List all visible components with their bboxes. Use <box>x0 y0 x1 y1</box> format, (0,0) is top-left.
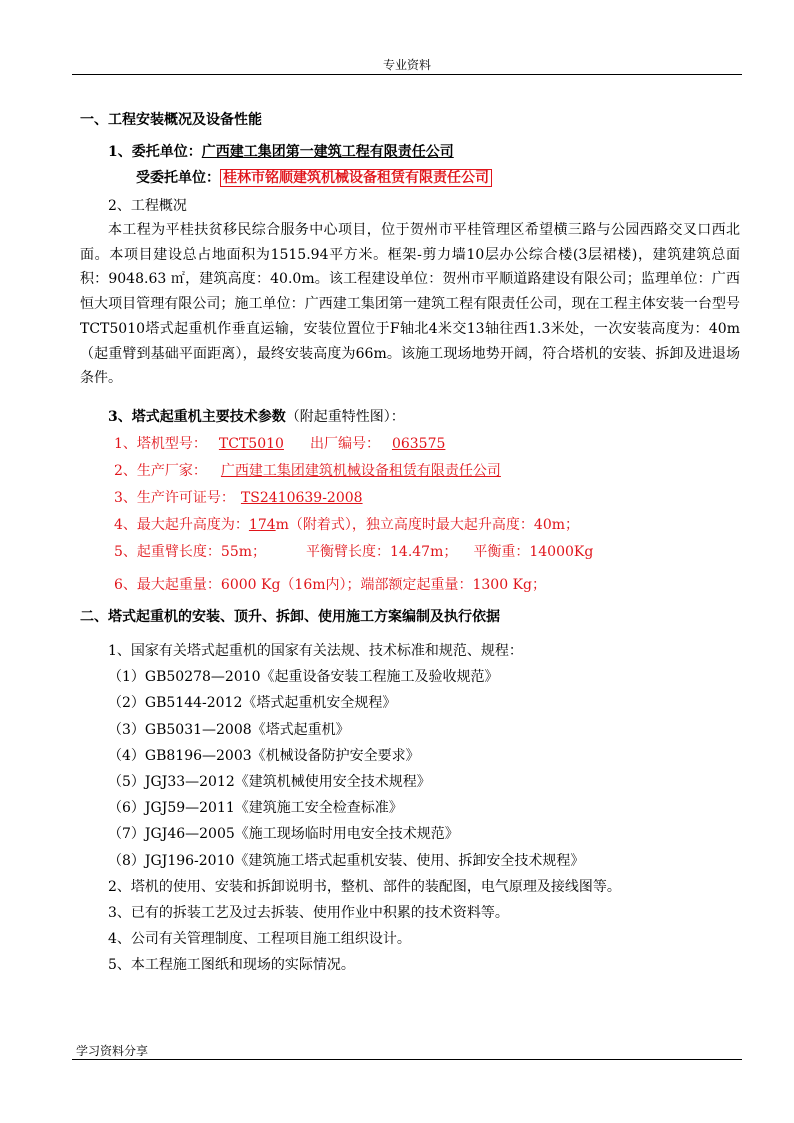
license-value: TS2410639-2008 <box>240 490 363 506</box>
client-line <box>108 142 454 162</box>
maker-value: 广西建工集团建筑机械设备租赁有限责任公司 <box>220 463 501 479</box>
license-label: 3、生产许可证号： <box>114 490 235 506</box>
list-item: 3、已有的拆装工艺及过去拆装、使用作业中积累的技术资料等。 <box>108 904 509 921</box>
client-value: 广西建工集团第一建筑工程有限责任公司 <box>201 144 454 160</box>
contractor-label: 受委托单位： <box>136 170 220 186</box>
params-title: 3、塔式起重机主要技术参数 <box>108 409 286 425</box>
list-item: 2、塔机的使用、安装和拆卸说明书，整机、部件的装配图，电气原理及接线图等。 <box>108 878 621 895</box>
param-load-line: 6、最大起重量：6000 Kg（16m内）；端部额定起重量：1300 Kg； <box>114 577 546 593</box>
param-height-line <box>114 515 579 535</box>
height-label: 4、最大起升高度为： <box>114 517 249 533</box>
height-rest: m（附着式），独立高度时最大起升高度：40m； <box>275 517 580 533</box>
serial-label: 出厂编号： <box>309 436 380 452</box>
boom-length: 5、起重臂长度：55m； <box>114 544 266 560</box>
list-item: 5、本工程施工图纸和现场的实际情况。 <box>108 957 355 974</box>
section-2-title: 二、塔式起重机的安装、顶升、拆卸、使用施工方案编制及执行依据 <box>80 609 500 625</box>
maker-label: 2、生产厂家： <box>114 463 207 479</box>
footer-divider <box>72 1059 742 1060</box>
list-item: （1）GB50278—2010《起重设备安装工程施工及验收规范》 <box>108 669 499 686</box>
model-value: TCT5010 <box>218 436 284 452</box>
serial-value: 063575 <box>391 436 446 452</box>
contractor-value: 桂林市铭顺建筑机械设备租赁有限责任公司 <box>220 169 492 187</box>
params-title-line <box>108 407 405 427</box>
list-item: （7）JGJ46—2005《施工现场临时用电安全技术规范》 <box>108 826 459 843</box>
contractor-line <box>136 168 492 188</box>
list-item: （4）GB8196—2003《机械设备防护安全要求》 <box>108 747 420 764</box>
section-1-title: 一、工程安装概况及设备性能 <box>80 112 262 128</box>
param-maker-line <box>114 461 515 481</box>
overview-title: 2、工程概况 <box>108 198 187 214</box>
height-value: 174 <box>248 517 276 533</box>
list-item: （8）JGJ196-2010《建筑施工塔式起重机安装、使用、拆卸安全技术规程》 <box>108 852 585 869</box>
list-item: 4、公司有关管理制度、工程项目施工组织设计。 <box>108 931 411 948</box>
list-item: （6）JGJ59—2011《建筑施工安全检查标准》 <box>108 800 403 817</box>
list-item: 1、国家有关塔式起重机的国家有关法规、技术标准和规范、规程： <box>108 643 523 659</box>
counter-arm-length: 平衡臂长度：14.47m； <box>306 544 458 560</box>
list-item: （2）GB5144-2012《塔式起重机安全规程》 <box>108 695 397 712</box>
client-label: 1、委托单位： <box>108 144 202 160</box>
list-item: （3）GB5031—2008《塔式起重机》 <box>108 721 350 738</box>
page-footer: 学习资料分享 <box>76 1044 149 1058</box>
counterweight: 平衡重：14000Kg <box>473 544 594 560</box>
model-label: 1、塔机型号： <box>114 436 207 452</box>
header-divider <box>72 74 742 75</box>
param-license-line <box>114 488 369 508</box>
page-header: 专业资料 <box>382 58 431 72</box>
param-model-line <box>114 434 457 454</box>
params-note: （附起重特性图）： <box>285 409 405 425</box>
list-item: （5）JGJ33—2012《建筑机械使用安全技术规程》 <box>108 773 431 790</box>
param-boom-line <box>114 542 593 562</box>
overview-paragraph: 本工程为平桂扶贫移民综合服务中心项目，位于贺州市平桂管理区希望横三路与公园西路交叉口西北面。本项目建设总占地面积为1515.94平方米。框架-剪力墙10层办公综合楼(3层裙楼)，建筑建筑总面积：9048.63 ㎡，建筑高度：40.0m。该工程建设单位：贺州市平顺道路建设有限公司；监理单位：广西恒大项目管理有限公司；施工单位：广西建工集团第一建筑工程有限责任公司，现在工程主体安装一台型号TCT5010塔式起重机作垂直运输，安装位置位于F轴北4米交13轴往西1.3米处，一次安装高度为：40m（起重臂到基础平面距离），最终安装高度为66m。该施工现场地势开阔，符合塔机的安装、拆卸及进退场条件。 <box>80 222 740 387</box>
basis-list <box>108 641 621 981</box>
